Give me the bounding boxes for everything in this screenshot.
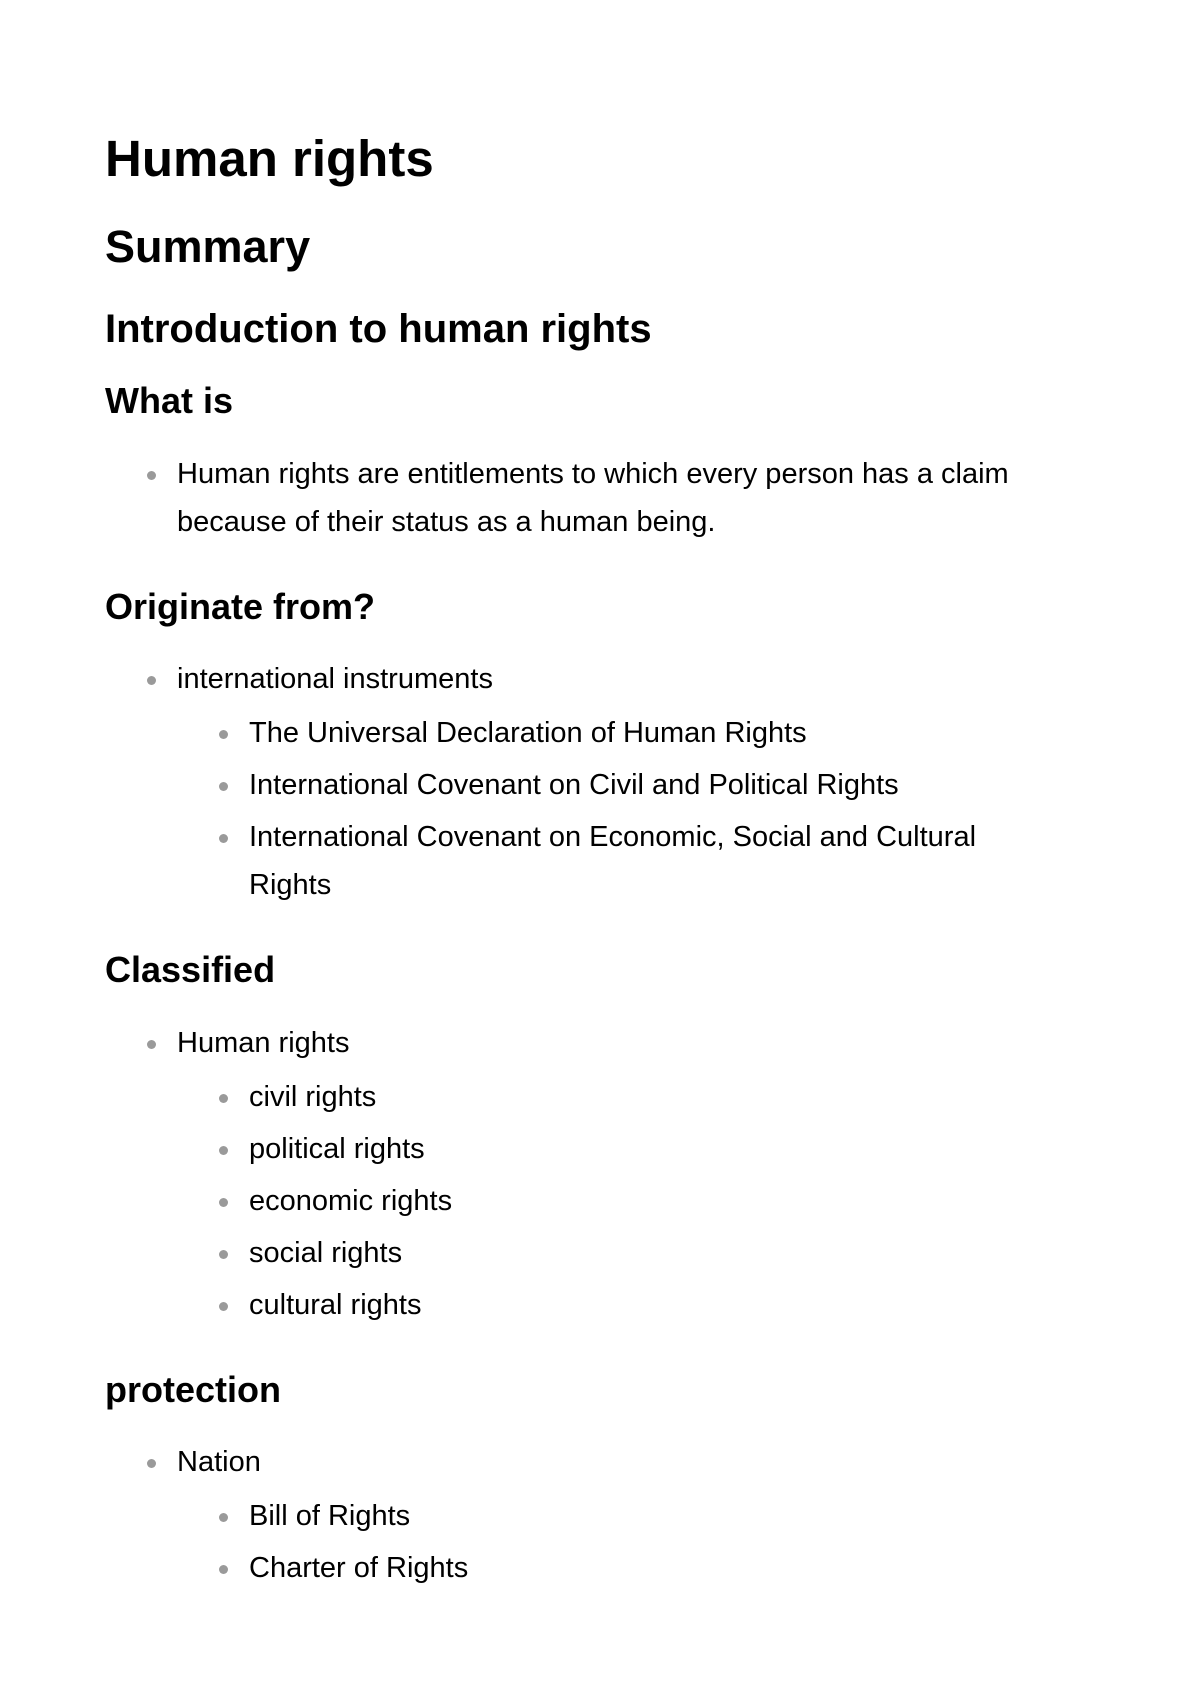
section-originate-from	[105, 586, 1105, 909]
nested-list-item: cultural rights	[249, 1281, 1105, 1329]
list-item	[177, 655, 1105, 909]
bullet-list	[177, 450, 1105, 546]
nested-bullet-list	[249, 709, 1105, 909]
list-item-text: Human rights	[177, 1026, 350, 1059]
document-title: Human rights	[105, 130, 434, 187]
nested-list-item: Charter of Rights	[249, 1544, 1105, 1592]
list-item	[177, 1019, 1105, 1329]
nested-list-item: social rights	[249, 1229, 1105, 1277]
bullet-list	[177, 1438, 1105, 1592]
nested-list-item: The Universal Declaration of Human Rights	[249, 709, 1105, 757]
section-what-is	[105, 380, 1105, 545]
list-item-text: Human rights are entitlements to which every person has a claim because of their status as a human being.	[177, 457, 1009, 538]
list-item	[177, 1438, 1105, 1592]
nested-list-item: Bill of Rights	[249, 1492, 1105, 1540]
nested-bullet-list	[249, 1492, 1105, 1592]
list-item	[177, 450, 1077, 546]
bullet-list	[177, 655, 1105, 909]
nested-list-item: International Covenant on Civil and Political Rights	[249, 761, 1105, 809]
list-item-text: international instruments	[177, 663, 493, 696]
document-page	[105, 130, 1105, 1632]
section-title: Introduction to human rights	[105, 307, 652, 352]
section-classified	[105, 949, 1105, 1328]
nested-list-item: civil rights	[249, 1073, 1105, 1121]
bullet-list	[177, 1019, 1105, 1329]
list-item-text: Nation	[177, 1445, 261, 1478]
section-heading: Originate from?	[105, 585, 376, 627]
section-protection	[105, 1369, 1105, 1592]
nested-list-item: economic rights	[249, 1177, 1105, 1225]
nested-bullet-list	[249, 1073, 1105, 1329]
section-heading: protection	[105, 1368, 281, 1410]
nested-list-item: International Covenant on Economic, Social and Cultural Rights	[249, 813, 1049, 909]
section-heading: Classified	[105, 949, 276, 991]
section-heading: What is	[105, 380, 234, 422]
document-subtitle: Summary	[105, 220, 311, 272]
nested-list-item: political rights	[249, 1125, 1105, 1173]
